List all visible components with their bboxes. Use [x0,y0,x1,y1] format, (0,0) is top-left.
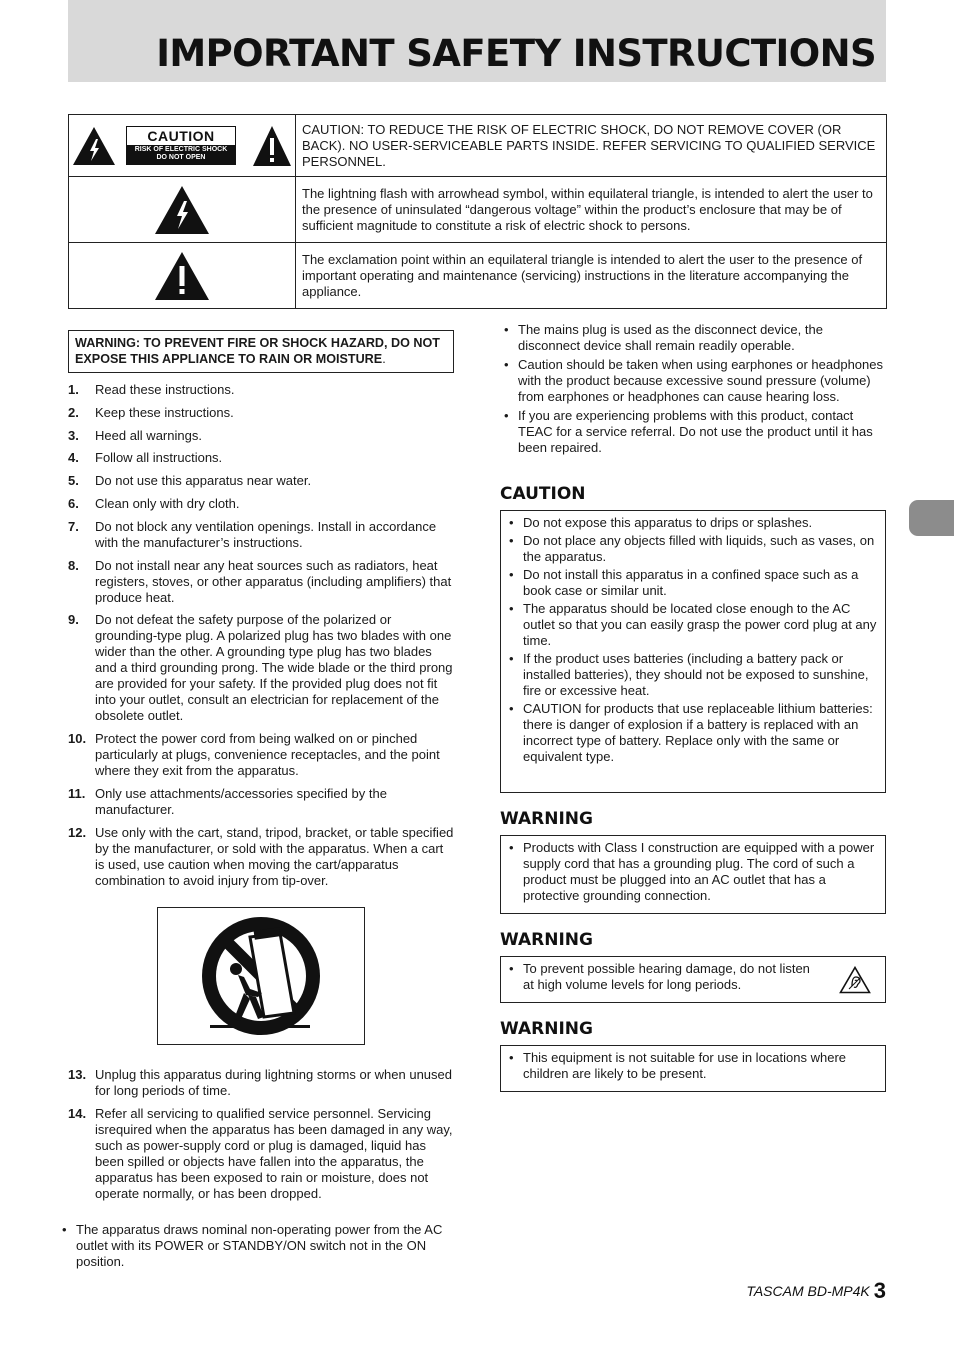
bullet-glyph: • [509,961,514,976]
instruction-text: Refer all servicing to qualified service personnel. Servicing isrequired when the apparatus has been damaged in any way, such as power-supply cord or plug is damaged, liquid has been spilled or objects have fallen into the apparatus, the apparatus has been exposed to rain or moisture, does not operate normally, or has been dropped. [95,1105,453,1201]
page-number: 3 [873,1278,886,1303]
warning-children-list [505,1050,877,1082]
left-bullet-list [58,1222,454,1270]
instructions-list-continued [68,1067,454,1202]
right-column [500,322,886,1092]
symbols-row-exclamation [69,243,887,309]
bullet-item [500,322,886,354]
instruction-item [68,473,454,489]
fire-shock-warning-text: WARNING: TO PREVENT FIRE OR SHOCK HAZARD, DO NOT EXPOSE THIS APPLIANCE TO RAIN OR MOISTURE [75,336,440,366]
instruction-item [68,382,454,398]
instruction-item [68,825,454,889]
bullet-text: This equipment is not suitable for use in locations where children are likely to be present. [523,1050,847,1081]
bullet-glyph: • [509,515,514,530]
instruction-item [68,558,454,606]
bullet-text: Do not install this apparatus in a confined space such as a book case or similar unit. [523,567,859,598]
instruction-item [68,786,454,818]
instruction-number: 4. [68,450,79,466]
bullet-item [505,701,877,765]
footer-product-name: TASCAM BD-MP4K [746,1283,870,1299]
bullet-glyph: • [504,408,509,423]
warning-class-heading: WARNING [500,809,593,829]
instruction-text: Do not defeat the safety purpose of the polarized or grounding-type plug. A polarized plug has two blades with one wider than the other. A grounding type plug has two blades and a third grounding prong. The wide blade or the third prong are provided for your safety. If the provided plug does not fit into your outlet, consult an electrician for replacement of the obsolete outlet. [95,612,453,724]
bullet-item [505,601,877,649]
caution-label [126,126,236,165]
instruction-item [68,496,454,512]
bullet-item [505,515,877,531]
bullet-item [500,408,886,456]
instruction-text: Only use attachments/accessories specified by the manufacturer. [95,785,387,817]
warning-hearing-list [505,961,823,993]
symbols-row3-text: The exclamation point within an equilateral triangle is intended to alert the user to the presence of important operating and maintenance (servicing) instructions in the literature accompanying the appliance. [296,243,887,309]
bullet-text: To prevent possible hearing damage, do not listen at high volume levels for long periods. [523,961,810,992]
instruction-text: Heed all warnings. [95,427,202,443]
instruction-number: 7. [68,518,79,534]
bullet-item [505,1050,877,1082]
instruction-number: 1. [68,382,79,397]
page-footer [746,1278,886,1304]
title-bar [68,0,886,82]
bullet-text: The mains plug is used as the disconnect device, the disconnect device shall remain readily operable. [518,322,823,353]
fire-shock-warning-box [68,330,454,373]
instruction-item [68,1067,454,1099]
caution-symbols-cell [69,115,296,177]
instruction-number: 8. [68,557,79,573]
instruction-text: Use only with the cart, stand, tripod, bracket, or table specified by the manufacturer, or sold with the apparatus. When a cart is used, use caution when moving the cart/apparatus combination to avoid injury from tip-over. [95,824,454,888]
exclamation-triangle-icon [154,251,210,301]
caution-list [505,515,877,765]
instruction-text: Do not install near any heat sources such as radiators, heat registers, stoves, or other apparatus (including amplifiers) that produce heat. [95,557,452,605]
bullet-item [505,567,877,599]
bullet-item [58,1222,454,1270]
instruction-number: 9. [68,612,79,628]
lightning-symbol-cell [69,177,296,243]
section-tab [909,500,954,536]
hearing-warning-icon [839,966,871,994]
page-title: IMPORTANT SAFETY INSTRUCTIONS [156,32,876,75]
instruction-number: 6. [68,495,79,511]
bullet-glyph: • [509,651,514,666]
bullet-text: Products with Class I construction are equipped with a power supply cord that has a grounding plug. The cord of such a product must be plugged into an AC outlet that has a protective grounding connection. [523,840,875,903]
symbols-row-caution [69,115,887,177]
bullet-item [500,357,886,405]
warning-hearing-box [500,956,886,1003]
instruction-text: Do not block any ventilation openings. Install in accordance with the manufacturer’s instructions. [95,518,437,550]
bullet-glyph: • [509,1050,514,1065]
instruction-number: 3. [68,427,79,443]
bullet-glyph: • [504,357,509,372]
bullet-glyph: • [509,701,514,716]
warning-class-list [505,840,877,904]
fire-shock-warning-period: . [382,352,386,366]
bullet-text: CAUTION for products that use replaceable lithium batteries: there is danger of explosion if a battery is replaced with an incorrect type of battery. Replace only with the same or equivalent type. [523,701,873,764]
warning-class-box [500,835,886,914]
instruction-number: 2. [68,404,79,420]
lightning-triangle-icon [154,185,210,235]
symbols-row-lightning [69,177,887,243]
instructions-list [68,382,454,889]
caution-label-line1: RISK OF ELECTRIC SHOCK [134,146,228,153]
bullet-glyph: • [509,567,514,582]
instruction-text: Follow all instructions. [95,450,223,466]
bullet-text: The apparatus draws nominal non-operating power from the AC outlet with its POWER or STANDBY/ON switch not in the ON position. [76,1221,443,1269]
bullet-item [505,961,823,993]
bullet-glyph: • [509,840,514,855]
bullet-glyph: • [509,601,514,616]
caution-label-subtitle [127,145,235,164]
instruction-number: 14. [68,1105,87,1121]
instruction-number: 10. [68,731,87,747]
caution-label-title: CAUTION [127,127,235,145]
warning-children-box [500,1045,886,1092]
instruction-text: Read these instructions. [95,382,235,397]
instruction-text: Unplug this apparatus during lightning storms or when unused for long periods of time. [95,1066,452,1098]
bullet-glyph: • [509,533,514,548]
bullet-item [505,533,877,565]
bullet-text: Do not place any objects filled with liquids, such as vases, on the apparatus. [523,533,875,564]
instruction-item [68,428,454,444]
cart-warning-figure [157,907,365,1045]
bullet-text: If you are experiencing problems with this product, contact TEAC for a service referral. Do not use the product until it has been repaired. [518,408,873,455]
bullet-text: Caution should be taken when using earphones or headphones with the product because excessive sound pressure (volume) from earphones or headphones can cause hearing loss. [518,357,883,404]
safety-symbols-table [68,114,887,309]
instruction-text: Keep these instructions. [95,404,234,420]
instruction-item [68,1106,454,1202]
symbols-row2-text: The lightning flash with arrowhead symbol, within equilateral triangle, is intended to alert the user to the presence of uninsulated “dangerous voltage” within the product’s enclosure that may be of sufficient magnitude to constitute a risk of electric shock to persons. [296,177,887,243]
instruction-text: Do not use this apparatus near water. [95,473,312,489]
bullet-text: Do not expose this apparatus to drips or splashes. [523,515,813,530]
instruction-number: 12. [68,824,87,840]
instruction-item [68,405,454,421]
bullet-text: If the product uses batteries (including a battery pack or installed batteries), they should not be exposed to sunshine, fire or excessive heat. [523,651,869,698]
warning-hearing-heading: WARNING [500,930,593,950]
instruction-text: Protect the power cord from being walked on or pinched particularly at plugs, convenience receptacles, and the point where they exit from the apparatus. [95,731,440,779]
instruction-item [68,731,454,779]
left-column [62,382,454,1270]
cart-tip-over-icon [200,915,322,1037]
bullet-glyph: • [62,1221,67,1237]
caution-heading: CAUTION [500,484,586,504]
caution-box [500,510,886,793]
bullet-text: The apparatus should be located close enough to the AC outlet so that you can easily grasp the power cord plug at any time. [523,601,877,648]
warning-children-heading: WARNING [500,1019,593,1039]
bullet-item [505,651,877,699]
instruction-number: 11. [68,785,86,801]
general-bullet-list [500,322,886,456]
exclamation-triangle-icon [252,125,292,167]
lightning-triangle-icon [72,126,116,166]
bullet-glyph: • [504,322,509,337]
instruction-number: 5. [68,473,79,489]
instruction-item [68,519,454,551]
bullet-item [505,840,877,904]
instruction-item [68,612,454,724]
instruction-text: Clean only with dry cloth. [95,495,240,511]
caution-label-line2: DO NOT OPEN [156,154,206,161]
exclamation-symbol-cell [69,243,296,309]
instruction-item [68,450,454,466]
symbols-row1-text: CAUTION: TO REDUCE THE RISK OF ELECTRIC SHOCK, DO NOT REMOVE COVER (OR BACK). NO USER-SERVICEABLE PARTS INSIDE. REFER SERVICING TO QUALIFIED SERVICE PERSONNEL. [296,115,887,177]
instruction-number: 13. [68,1066,87,1082]
